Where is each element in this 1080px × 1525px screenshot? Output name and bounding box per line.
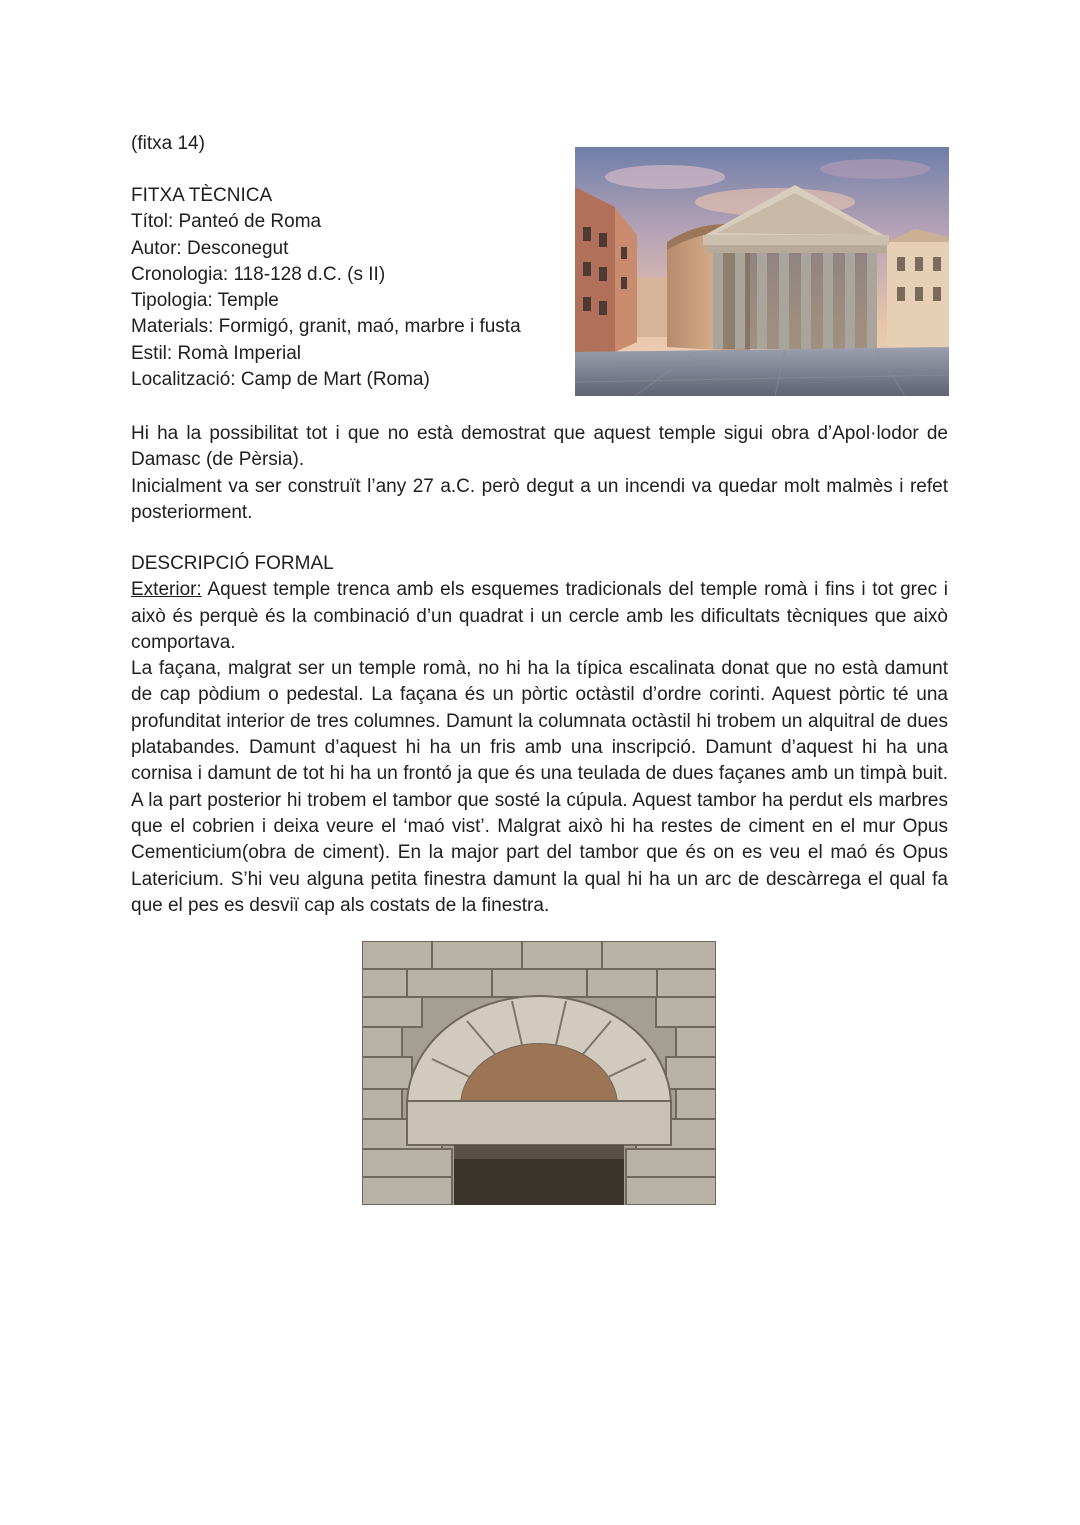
tech-line-typology: Tipologia: Temple xyxy=(131,290,279,312)
formal-description-heading: DESCRIPCIÓ FORMAL xyxy=(131,553,334,574)
tech-line-location: Localització: Camp de Mart (Roma) xyxy=(131,369,430,391)
tech-line-author: Autor: Desconegut xyxy=(131,237,289,259)
relieving-arch-photo xyxy=(362,941,716,1205)
exterior-paragraph xyxy=(131,577,948,656)
tech-line-materials: Materials: Formigó, granit, maó, marbre i fusta xyxy=(131,316,521,338)
intro-text xyxy=(131,421,948,526)
tech-line-chronology: Cronologia: 118-128 d.C. (s II) xyxy=(131,263,386,285)
intro-paragraph-history: Inicialment va ser construït l’any 27 a.C. però degut a un incendi va quedar molt malmès i refet posteriorment. xyxy=(131,475,948,523)
formal-description xyxy=(131,551,948,919)
intro-paragraph-attribution: Hi ha la possibilitat tot i que no està demostrat que aquest temple sigui obra d’Apol·lodor de Damasc (de Pèrsia). xyxy=(131,423,948,471)
facade-paragraph: La façana, malgrat ser un temple romà, no hi ha la típica escalinata donat que no està damunt de cap pòdium o pedestal. La façana és un pòrtic octàstil d’ordre corinti. Aquest pòrtic té una profunditat interior de tres columnes. Damunt la columnata octàstil hi trobem un alquitral de dues platabandes. Damunt d’aquest hi ha un fris amb una inscripció. Damunt d’aquest hi ha una cornisa i damunt de tot hi ha un frontó ja que és una teulada de dues façanes amb un timpà buit. A la part posterior hi trobem el tambor que sosté la cúpula. Aquest tambor ha perdut els marbres que el cobrien i deixa veure el ‘maó vist’. Malgrat això hi ha restes de ciment en el mur Opus Cementicium(obra de ciment). En la major part del tambor que és on es veu el maó és Opus Latericium. S’hi veu alguna petita finestra damunt la qual hi ha un arc de descàrrega el qual fa que el pes es desviï cap als costats de la finestra. xyxy=(131,658,948,916)
pantheon-photo xyxy=(575,147,949,396)
technical-sheet-heading: FITXA TÈCNICA xyxy=(131,185,273,206)
exterior-text: Aquest temple trenca amb els esquemes tradicionals del temple romà i fins i tot grec i això és perquè és la combinació d’un quadrat i un cercle amb les dificultats tècniques que això comportava. xyxy=(131,579,948,653)
tech-line-title: Títol: Panteó de Roma xyxy=(131,211,322,233)
exterior-label: Exterior: xyxy=(131,579,202,601)
tech-line-style: Estil: Romà Imperial xyxy=(131,342,301,364)
sheet-reference: (fitxa 14) xyxy=(131,133,205,154)
technical-sheet xyxy=(131,183,561,393)
